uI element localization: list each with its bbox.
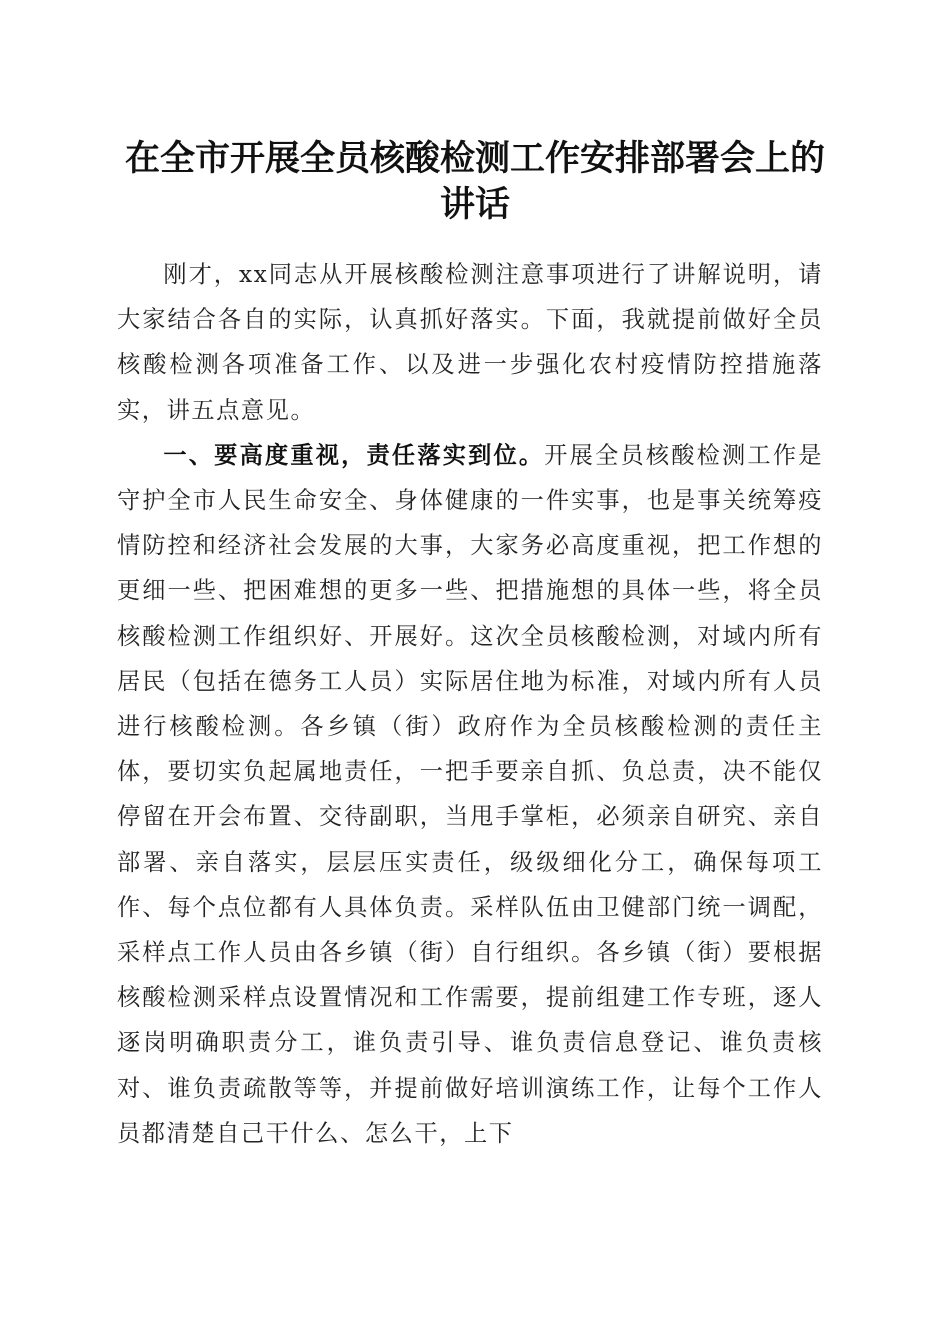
intro-paragraph-text: 刚才，xx同志从开展核酸检测注意事项进行了讲解说明，请大家结合各自的实际，认真抓好落实。下面，我就提前做好全员核酸检测各项准备工作、以及进一步强化农村疫情防控措施落实，讲五点意见。 [117,261,823,424]
title-line-1: 在全市开展全员核酸检测工作安排部署会上的 [124,138,825,179]
intro-paragraph [117,252,823,433]
section-1-heading: 一、要高度重视，责任落实到位。 [163,441,545,469]
document-body [117,252,823,1156]
title-line-2: 讲话 [439,184,510,225]
section-1-paragraph [117,433,823,1156]
section-1-text: 开展全员核酸检测工作是守护全市人民生命安全、身体健康的一件实事，也是事关统筹疫情防控和经济社会发展的大事，大家务必高度重视，把工作想的更细一些、把困难想的更多一些、把措施想的具体一些，将全员核酸检测工作组织好、开展好。这次全员核酸检测，对域内所有居民（包括在德务工人员）实际居住地为标准，对域内所有人员进行核酸检测。各乡镇（街）政府作为全员核酸检测的责任主体，要切实负起属地责任，一把手要亲自抓、负总责，决不能仅停留在开会布置、交待副职，当甩手掌柜，必须亲自研究、亲自部署、亲自落实，层层压实责任，级级细化分工，确保每项工作、每个点位都有人具体负责。采样队伍由卫健部门统一调配，采样点工作人员由各乡镇（街）自行组织。各乡镇（街）要根据核酸检测采样点设置情况和工作需要，提前组建工作专班，逐人逐岗明确职责分工，谁负责引导、谁负责信息登记、谁负责核对、谁负责疏散等等，并提前做好培训演练工作，让每个工作人员都清楚自己干什么、怎么干，上下 [117,441,823,1147]
page-title [100,136,850,228]
